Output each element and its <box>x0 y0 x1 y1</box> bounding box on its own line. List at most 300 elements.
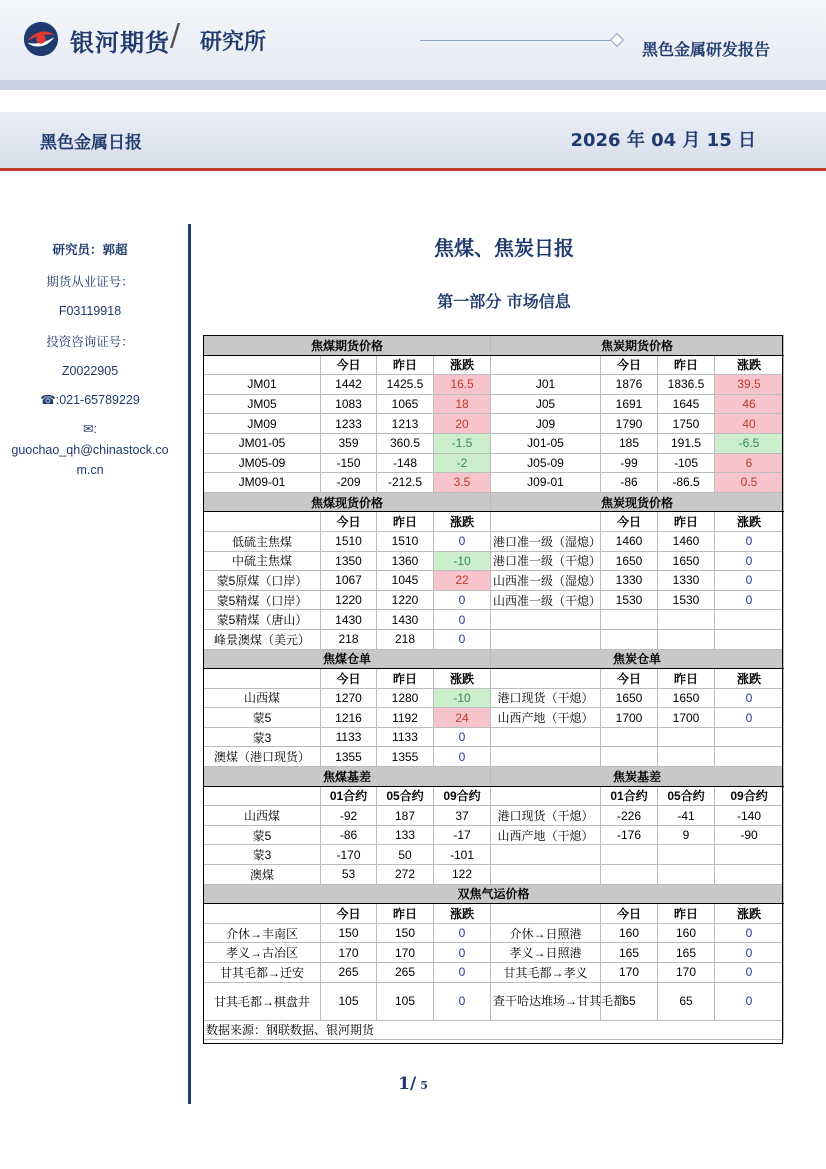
cell-value: 1650 <box>658 551 715 571</box>
cell-value: 122 <box>434 865 491 885</box>
cell-value: 1067 <box>321 571 377 591</box>
cell-value: 0 <box>434 590 491 610</box>
table-row <box>204 551 784 571</box>
section-title-right: 焦炭仓单 <box>491 649 784 669</box>
header-decor-diamond <box>610 33 624 47</box>
table-row <box>204 414 784 434</box>
row-label <box>491 865 601 885</box>
cell-value: 1360 <box>377 551 434 571</box>
row-label: 蒙5精煤（唐山） <box>204 610 321 630</box>
column-header-blank <box>491 355 601 375</box>
cell-value <box>715 865 784 885</box>
section-title-left: 焦煤现货价格 <box>204 492 491 512</box>
row-label <box>491 747 601 767</box>
cell-value: 1510 <box>377 531 434 551</box>
column-header-blank <box>491 786 601 806</box>
cell-value: 165 <box>658 943 715 963</box>
cell-value: -101 <box>434 845 491 865</box>
cell-value <box>658 629 715 649</box>
report-date: 2026 年 04 月 15 日 <box>570 130 756 151</box>
cell-value: 0 <box>434 982 491 1020</box>
section-header-row <box>204 767 784 787</box>
table-row <box>204 806 784 826</box>
cell-value: 1425.5 <box>377 375 434 395</box>
cell-value: 0 <box>715 943 784 963</box>
cell-value: 1270 <box>321 688 377 708</box>
cell-value: 1442 <box>321 375 377 395</box>
cell-value <box>715 747 784 767</box>
column-header: 涨跌 <box>434 669 491 689</box>
email-link[interactable]: guochao_qh@chinastock.com.cn <box>11 443 169 477</box>
table-row <box>204 708 784 728</box>
cell-value: 191.5 <box>658 433 715 453</box>
report-category: 黑色金属日报 <box>40 133 142 153</box>
cell-value <box>658 610 715 630</box>
cell-value: 1350 <box>321 551 377 571</box>
envelope-icon: ✉: <box>83 422 97 436</box>
cell-value: 272 <box>377 865 434 885</box>
table-row <box>204 963 784 983</box>
cell-value: 0 <box>434 531 491 551</box>
section-title-left: 焦煤基差 <box>204 767 491 787</box>
column-header: 今日 <box>321 355 377 375</box>
row-label: 中硫主焦煤 <box>204 551 321 571</box>
row-label: 山西煤 <box>204 688 321 708</box>
column-header: 涨跌 <box>715 669 784 689</box>
section-header-row <box>204 336 784 356</box>
row-label <box>491 845 601 865</box>
cell-value: -10 <box>434 688 491 708</box>
cell-value <box>601 747 658 767</box>
cell-value: 0 <box>715 590 784 610</box>
section-header-row <box>204 884 784 904</box>
column-header-row <box>204 669 784 689</box>
table-row <box>204 610 784 630</box>
cell-value: 359 <box>321 433 377 453</box>
cell-value: 1510 <box>321 531 377 551</box>
table-row <box>204 923 784 943</box>
row-label: JM01 <box>204 375 321 395</box>
row-label <box>491 610 601 630</box>
header-decor-line <box>420 40 620 41</box>
column-header: 今日 <box>601 512 658 532</box>
cell-value: -99 <box>601 453 658 473</box>
cell-value <box>715 845 784 865</box>
row-label: 山西产地（干熄） <box>491 825 601 845</box>
cell-value: 185 <box>601 433 658 453</box>
column-header: 今日 <box>321 512 377 532</box>
logo-text: 银河期货 <box>70 29 170 57</box>
row-label: 低硫主焦煤 <box>204 531 321 551</box>
row-label: 蒙5 <box>204 708 321 728</box>
section-title-left: 焦煤期货价格 <box>204 336 491 356</box>
row-label: 蒙5 <box>204 825 321 845</box>
cell-value: 18 <box>434 394 491 414</box>
title-band-rule <box>0 168 826 171</box>
row-label: J05-09 <box>491 453 601 473</box>
column-header: 昨日 <box>658 512 715 532</box>
row-label: 介休→日照港 <box>491 923 601 943</box>
cell-value: 187 <box>377 806 434 826</box>
row-label: J09-01 <box>491 473 601 493</box>
table-row <box>204 943 784 963</box>
cell-value: 1645 <box>658 394 715 414</box>
cell-value: -226 <box>601 806 658 826</box>
cell-value: 40 <box>715 414 784 434</box>
cell-value: 360.5 <box>377 433 434 453</box>
cell-value: -86.5 <box>658 473 715 493</box>
cell-value <box>601 845 658 865</box>
cell-value: 6 <box>715 453 784 473</box>
cell-value: 165 <box>601 943 658 963</box>
cell-value: 1065 <box>377 394 434 414</box>
row-label: JM09-01 <box>204 473 321 493</box>
row-label: J05 <box>491 394 601 414</box>
cell-value: -90 <box>715 825 784 845</box>
cell-value <box>715 610 784 630</box>
column-header: 涨跌 <box>434 512 491 532</box>
row-label <box>491 629 601 649</box>
cell-value: 105 <box>321 982 377 1020</box>
cell-value: -105 <box>658 453 715 473</box>
row-label: 港口现货（干熄） <box>491 688 601 708</box>
cell-value: -150 <box>321 453 377 473</box>
cell-value: 133 <box>377 825 434 845</box>
cell-value: 0.5 <box>715 473 784 493</box>
cell-value: -212.5 <box>377 473 434 493</box>
section-title-right: 焦炭基差 <box>491 767 784 787</box>
section-title: 第一部分 市场信息 <box>437 292 571 311</box>
column-header-row <box>204 512 784 532</box>
license-label: 期货从业证号： <box>46 274 134 289</box>
column-header-blank <box>491 669 601 689</box>
cell-value: -140 <box>715 806 784 826</box>
row-label <box>491 727 601 747</box>
page-current: 1/ <box>398 1074 417 1094</box>
cell-value: 65 <box>601 982 658 1020</box>
cell-value: 1213 <box>377 414 434 434</box>
cell-value <box>601 727 658 747</box>
row-label: 查干哈达堆场→甘其毛都 <box>491 982 601 1020</box>
cell-value: 0 <box>434 923 491 943</box>
cell-value <box>658 727 715 747</box>
cell-value: 1355 <box>321 747 377 767</box>
cell-value: 1460 <box>658 531 715 551</box>
cell-value: 1650 <box>601 551 658 571</box>
row-label: 港口现货（干熄） <box>491 806 601 826</box>
row-label: 澳煤 <box>204 865 321 885</box>
section-header-row <box>204 649 784 669</box>
column-header: 昨日 <box>377 355 434 375</box>
cell-value: 1083 <box>321 394 377 414</box>
cell-value: 46 <box>715 394 784 414</box>
row-label: 介休→丰南区 <box>204 923 321 943</box>
cell-value: 1530 <box>601 590 658 610</box>
cell-value: 1430 <box>321 610 377 630</box>
cell-value: 265 <box>321 963 377 983</box>
column-header: 今日 <box>601 355 658 375</box>
cell-value: 0 <box>715 688 784 708</box>
column-header-blank <box>204 512 321 532</box>
page-title: 焦煤、焦炭日报 <box>434 236 574 260</box>
row-label: J09 <box>491 414 601 434</box>
galaxy-logo-icon <box>22 20 60 58</box>
table-row <box>204 845 784 865</box>
cell-value: 1133 <box>377 727 434 747</box>
table-row <box>204 433 784 453</box>
column-header: 昨日 <box>377 904 434 924</box>
row-label: JM05-09 <box>204 453 321 473</box>
column-header: 昨日 <box>377 512 434 532</box>
row-label: 澳煤（港口现货） <box>204 747 321 767</box>
cell-value <box>601 865 658 885</box>
row-label: 甘其毛都→孝义 <box>491 963 601 983</box>
cell-value: 0 <box>434 747 491 767</box>
row-label: 山西煤 <box>204 806 321 826</box>
table-row <box>204 727 784 747</box>
cell-value: 0 <box>715 551 784 571</box>
researcher-sidebar <box>0 240 180 494</box>
cell-value: 265 <box>377 963 434 983</box>
cell-value: 39.5 <box>715 375 784 395</box>
row-label: 孝义→日照港 <box>491 943 601 963</box>
cell-value: 160 <box>658 923 715 943</box>
column-header: 今日 <box>601 669 658 689</box>
row-label: 甘其毛都→迁安 <box>204 963 321 983</box>
cell-value: 1233 <box>321 414 377 434</box>
cell-value: 0 <box>715 923 784 943</box>
cell-value: 53 <box>321 865 377 885</box>
cell-value: 1192 <box>377 708 434 728</box>
cell-value: 0 <box>715 708 784 728</box>
cell-value: 218 <box>377 629 434 649</box>
row-label: 山西准一级（湿熄） <box>491 571 601 591</box>
cell-value: -17 <box>434 825 491 845</box>
report-type: 黑色金属研发报告 <box>641 40 770 59</box>
cell-value: 218 <box>321 629 377 649</box>
phone-number: ☎:021-65789229 <box>40 393 140 407</box>
column-header: 09合约 <box>434 786 491 806</box>
row-label: 蒙5精煤（口岸） <box>204 590 321 610</box>
cell-value: 65 <box>658 982 715 1020</box>
cell-value: -6.5 <box>715 433 784 453</box>
data-source-note: 数据来源：钢联数据、银河期货 <box>204 1020 784 1040</box>
column-header: 昨日 <box>658 904 715 924</box>
section-title-left: 焦煤仓单 <box>204 649 491 669</box>
row-label: 蒙5原煤（口岸） <box>204 571 321 591</box>
row-label: 港口准一级（干熄） <box>491 551 601 571</box>
cell-value: 50 <box>377 845 434 865</box>
cell-value: 3.5 <box>434 473 491 493</box>
table-row <box>204 590 784 610</box>
cell-value: 1700 <box>658 708 715 728</box>
cell-value: 1460 <box>601 531 658 551</box>
cell-value: 1133 <box>321 727 377 747</box>
logo-subtitle: 研究所 <box>200 30 267 55</box>
page-header <box>0 0 826 80</box>
page-number <box>0 1074 826 1094</box>
cell-value: -86 <box>321 825 377 845</box>
row-label: 港口准一级（湿熄） <box>491 531 601 551</box>
section-title-right: 焦炭现货价格 <box>491 492 784 512</box>
cell-value: 1790 <box>601 414 658 434</box>
cell-value: 1750 <box>658 414 715 434</box>
table-row <box>204 473 784 493</box>
cell-value: -10 <box>434 551 491 571</box>
cell-value: 170 <box>658 963 715 983</box>
table-row <box>204 571 784 591</box>
column-header: 涨跌 <box>434 355 491 375</box>
row-label: 蒙3 <box>204 845 321 865</box>
row-label: JM05 <box>204 394 321 414</box>
advisory-value: Z0022905 <box>61 364 119 378</box>
column-header-blank <box>491 512 601 532</box>
column-header-blank <box>204 786 321 806</box>
cell-value <box>658 845 715 865</box>
cell-value: 20 <box>434 414 491 434</box>
cell-value: 16.5 <box>434 375 491 395</box>
cell-value: 0 <box>434 629 491 649</box>
column-header: 05合约 <box>377 786 434 806</box>
researcher-name: 研究员：郭超 <box>52 242 128 257</box>
column-header: 涨跌 <box>715 904 784 924</box>
table-row <box>204 531 784 551</box>
table-row <box>204 982 784 1020</box>
cell-value: 150 <box>321 923 377 943</box>
cell-value: 105 <box>377 982 434 1020</box>
column-header: 09合约 <box>715 786 784 806</box>
cell-value: -86 <box>601 473 658 493</box>
cell-value: 1876 <box>601 375 658 395</box>
row-label: J01-05 <box>491 433 601 453</box>
cell-value: -41 <box>658 806 715 826</box>
cell-value: 1220 <box>321 590 377 610</box>
table-row <box>204 629 784 649</box>
header-stripe <box>0 80 826 90</box>
cell-value: 0 <box>715 963 784 983</box>
cell-value: 1836.5 <box>658 375 715 395</box>
column-header-row <box>204 786 784 806</box>
cell-value: 1045 <box>377 571 434 591</box>
cell-value: 1650 <box>601 688 658 708</box>
cell-value: 1280 <box>377 688 434 708</box>
section-title-freight: 双焦气运价格 <box>204 884 784 904</box>
table-row <box>204 865 784 885</box>
cell-value: -148 <box>377 453 434 473</box>
advisory-label: 投资咨询证号： <box>46 334 134 349</box>
row-label: 山西准一级（干熄） <box>491 590 601 610</box>
column-header: 昨日 <box>377 669 434 689</box>
column-header: 今日 <box>321 904 377 924</box>
cell-value: 0 <box>434 727 491 747</box>
cell-value: -1.5 <box>434 433 491 453</box>
cell-value: -2 <box>434 453 491 473</box>
column-header-row <box>204 355 784 375</box>
table-row <box>204 825 784 845</box>
cell-value: 1650 <box>658 688 715 708</box>
table-row <box>204 688 784 708</box>
cell-value: 150 <box>377 923 434 943</box>
row-label: 峰景澳煤（美元） <box>204 629 321 649</box>
cell-value: 1355 <box>377 747 434 767</box>
column-header: 01合约 <box>601 786 658 806</box>
column-header: 01合约 <box>321 786 377 806</box>
cell-value <box>715 727 784 747</box>
column-header-blank <box>204 904 321 924</box>
cell-value: -170 <box>321 845 377 865</box>
section-title-right: 焦炭期货价格 <box>491 336 784 356</box>
table-row <box>204 747 784 767</box>
column-header: 昨日 <box>658 355 715 375</box>
cell-value: 1330 <box>601 571 658 591</box>
cell-value: -209 <box>321 473 377 493</box>
table-row <box>204 375 784 395</box>
table-row <box>204 453 784 473</box>
sidebar-divider <box>188 224 191 1104</box>
cell-value <box>658 865 715 885</box>
column-header-blank <box>204 669 321 689</box>
column-header: 昨日 <box>658 669 715 689</box>
row-label: 山西产地（干熄） <box>491 708 601 728</box>
source-row <box>204 1020 784 1040</box>
cell-value <box>658 747 715 767</box>
cell-value: -176 <box>601 825 658 845</box>
column-header: 今日 <box>321 669 377 689</box>
cell-value: 1216 <box>321 708 377 728</box>
row-label: JM01-05 <box>204 433 321 453</box>
logo-divider: / <box>170 18 181 53</box>
column-header: 05合约 <box>658 786 715 806</box>
page-total: 5 <box>420 1079 428 1092</box>
cell-value: 0 <box>715 982 784 1020</box>
column-header: 今日 <box>601 904 658 924</box>
column-header: 涨跌 <box>434 904 491 924</box>
cell-value: 9 <box>658 825 715 845</box>
cell-value <box>601 610 658 630</box>
row-label: 孝义→古冶区 <box>204 943 321 963</box>
row-label: J01 <box>491 375 601 395</box>
row-label: 甘其毛都→棋盘井 <box>204 982 321 1020</box>
cell-value: 170 <box>601 963 658 983</box>
cell-value: 1700 <box>601 708 658 728</box>
cell-value: 0 <box>715 531 784 551</box>
table-row <box>204 394 784 414</box>
cell-value <box>715 629 784 649</box>
row-label: JM09 <box>204 414 321 434</box>
cell-value: 37 <box>434 806 491 826</box>
cell-value: 1220 <box>377 590 434 610</box>
cell-value: 1430 <box>377 610 434 630</box>
cell-value: 0 <box>715 571 784 591</box>
license-value: F03119918 <box>58 304 122 318</box>
section-header-row <box>204 492 784 512</box>
row-label: 蒙3 <box>204 727 321 747</box>
column-header: 涨跌 <box>715 512 784 532</box>
cell-value: 1691 <box>601 394 658 414</box>
column-header: 涨跌 <box>715 355 784 375</box>
cell-value: 0 <box>434 963 491 983</box>
column-header-blank <box>491 904 601 924</box>
cell-value: 170 <box>321 943 377 963</box>
cell-value: 0 <box>434 943 491 963</box>
cell-value: 160 <box>601 923 658 943</box>
cell-value: 1330 <box>658 571 715 591</box>
cell-value: 24 <box>434 708 491 728</box>
cell-value: 1530 <box>658 590 715 610</box>
market-table <box>203 335 784 1040</box>
column-header-blank <box>204 355 321 375</box>
cell-value: 0 <box>434 610 491 630</box>
